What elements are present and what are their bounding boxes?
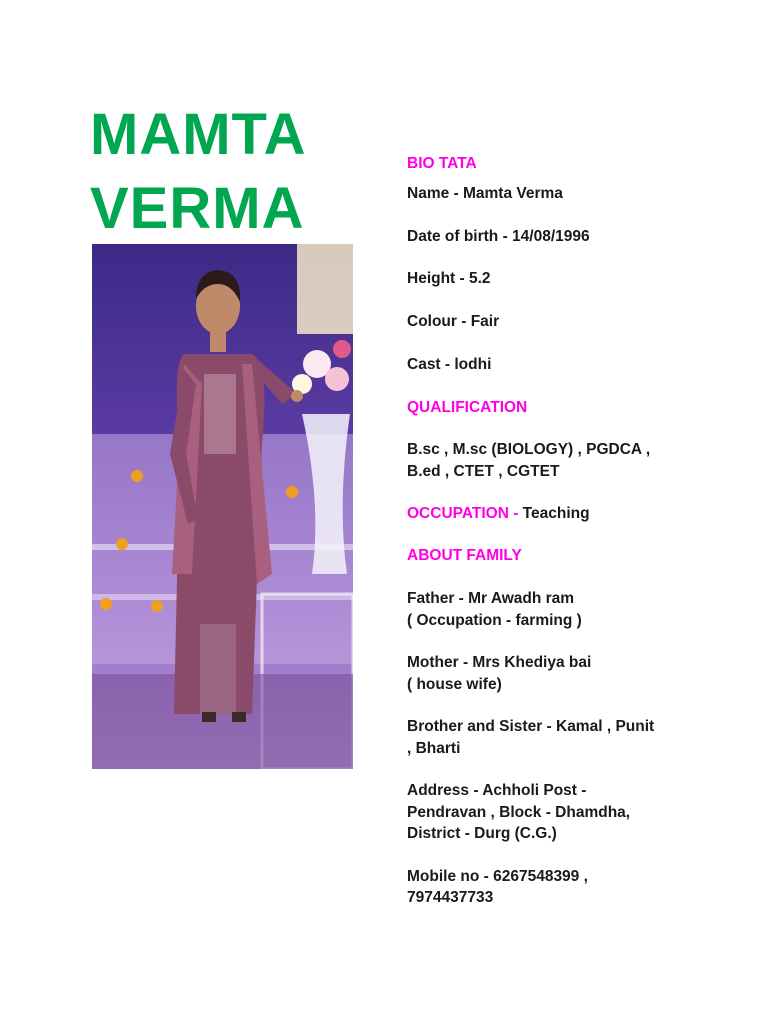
- father-line-1: Father - Mr Awadh ram: [407, 590, 575, 607]
- qualification-heading: QUALIFICATION: [407, 399, 528, 416]
- occupation-value: Teaching: [522, 505, 590, 522]
- portrait-photo: [92, 244, 353, 769]
- mobile-line-1: Mobile no - 6267548399 ,: [407, 868, 588, 885]
- bio-dob: Date of birth - 14/08/1996: [407, 228, 590, 245]
- bio-colour: Colour - Fair: [407, 313, 500, 330]
- siblings-line-2: , Bharti: [407, 740, 461, 757]
- qualification-line-2: B.ed , CTET , CGTET: [407, 463, 560, 480]
- mother-line-1: Mother - Mrs Khediya bai: [407, 654, 592, 671]
- bio-heading: BIO TATA: [407, 155, 477, 172]
- qualification-line-1: B.sc , M.sc (BIOLOGY) , PGDCA ,: [407, 441, 651, 458]
- page-title: [90, 98, 370, 246]
- bio-cast: Cast - lodhi: [407, 356, 492, 373]
- bio-name: Name - Mamta Verma: [407, 185, 563, 202]
- family-heading: ABOUT FAMILY: [407, 547, 522, 564]
- bio-height: Height - 5.2: [407, 270, 491, 287]
- address-line-2: Pendravan , Block - Dhamdha,: [407, 804, 631, 821]
- portrait-photo-icon: [92, 244, 353, 769]
- address-line-3: District - Durg (C.G.): [407, 825, 557, 842]
- occupation-label: OCCUPATION -: [407, 505, 523, 522]
- father-line-2: ( Occupation - farming ): [407, 612, 582, 629]
- mother-line-2: ( house wife): [407, 676, 502, 693]
- first-name: MAMTA: [90, 102, 307, 167]
- last-name: VERMA: [90, 176, 305, 241]
- occupation-row: [407, 503, 697, 525]
- mobile-line-2: 7974437733: [407, 889, 494, 906]
- address-line-1: Address - Achholi Post -: [407, 782, 587, 799]
- siblings-line-1: Brother and Sister - Kamal , Punit: [407, 718, 655, 735]
